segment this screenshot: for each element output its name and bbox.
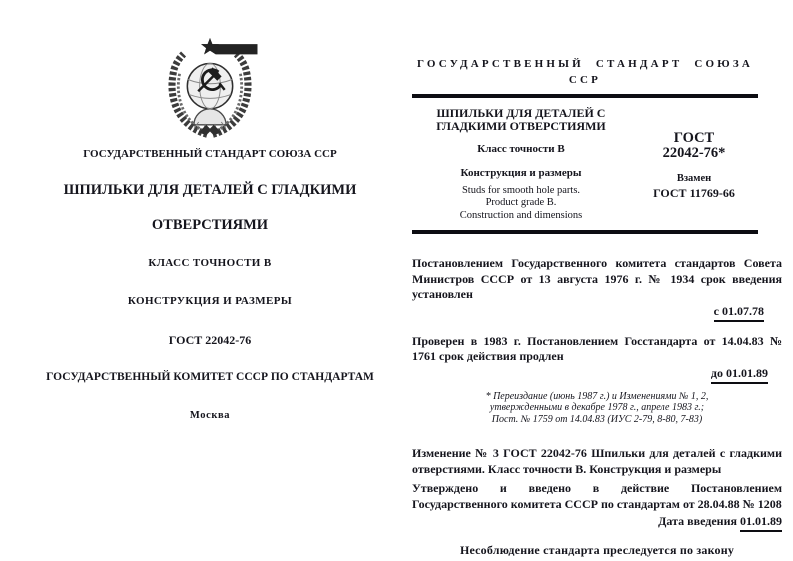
ussr-coat-of-arms-icon bbox=[163, 37, 258, 144]
reissue-footnote bbox=[412, 391, 782, 426]
reissue-footnote-line1: * Переиздание (июнь 1987 г.) и Изменениями № 1, 2, bbox=[485, 390, 709, 402]
approval-paragraph: Утверждено и введено в действие Постановлением Государственного комитета СССР по стандартам от 28.04.88 № 1208 bbox=[412, 481, 782, 511]
left-committee-line: ГОСУДАРСТВЕННЫЙ КОМИТЕТ СССР ПО СТАНДАРТАМ bbox=[46, 371, 374, 383]
left-construction-line: КОНСТРУКЦИЯ И РАЗМЕРЫ bbox=[127, 295, 293, 307]
vzamen-label: Взамен bbox=[676, 172, 712, 184]
left-grade-line: КЛАСС ТОЧНОСТИ В bbox=[148, 257, 272, 269]
law-notice: Несоблюдение стандарта преследуется по закону bbox=[459, 543, 735, 558]
left-standard-header: ГОСУДАРСТВЕННЫЙ СТАНДАРТ СОЮЗА ССР bbox=[83, 148, 337, 160]
replaced-standard-number: ГОСТ 11769-66 bbox=[653, 185, 735, 200]
en-title-line3: Construction and dimensions bbox=[459, 209, 583, 221]
left-standard-number: ГОСТ 22042-76 bbox=[168, 333, 252, 347]
header-rule-bottom bbox=[412, 230, 758, 234]
introduction-date-value: 01.01.89 bbox=[740, 514, 782, 532]
right-title-line2: ГЛАДКИМИ ОТВЕРСТИЯМИ bbox=[436, 119, 606, 134]
right-grade-line: Класс точности В bbox=[477, 142, 565, 155]
prolongation-paragraph: Проверен в 1983 г. Постановлением Госстандарта от 14.04.83 № 1761 срок действия продлен bbox=[412, 333, 782, 364]
right-construction-line: Конструкция и размеры bbox=[460, 166, 582, 179]
introduction-date-label: Дата введения bbox=[658, 514, 737, 529]
right-column bbox=[412, 0, 782, 558]
reissue-footnote-line3: Пост. № 1759 от 14.04.83 (ИУС 2-79, 8-80, 7-83) bbox=[491, 413, 703, 425]
title-block bbox=[412, 98, 758, 231]
gost-number-line2: 22042-76* bbox=[662, 145, 726, 162]
left-title-line1: ШПИЛЬКИ ДЛЯ ДЕТАЛЕЙ С ГЛАДКИМИ bbox=[63, 182, 357, 198]
left-title-line2: ОТВЕРСТИЯМИ bbox=[151, 217, 269, 233]
right-title-en bbox=[412, 185, 630, 223]
right-title-ru bbox=[412, 107, 630, 134]
left-column bbox=[28, 0, 392, 561]
en-title-line2: Product grade B. bbox=[485, 197, 557, 209]
right-title-line1: ШПИЛЬКИ ДЛЯ ДЕТАЛЕЙ С bbox=[436, 105, 606, 120]
reissue-footnote-line2: утвержденными в декабре 1978 г., апреле 1983 г.; bbox=[489, 402, 705, 414]
amendment-paragraph: Изменение № 3 ГОСТ 22042-76 Шпильки для деталей с гладкими отверстиями. Класс точности В. Конструкция и размеры bbox=[412, 446, 782, 476]
prolonged-until-date-value: до 01.01.89 bbox=[711, 366, 768, 384]
prolonged-until-date bbox=[412, 366, 782, 384]
decree-paragraph: Постановлением Государственного комитета стандартов Совета Министров СССР от 13 августа 1976 г. № 1934 срок введения установлен bbox=[412, 256, 782, 302]
title-block-right bbox=[630, 105, 758, 223]
right-standard-header: ГОСУДАРСТВЕННЫЙ СТАНДАРТ СОЮЗА ССР bbox=[416, 58, 754, 86]
en-title-line1: Studs for smooth hole parts. bbox=[461, 184, 581, 196]
left-city-line: Москва bbox=[189, 410, 231, 421]
effective-from-date bbox=[412, 304, 782, 322]
gost-number-line1: ГОСТ bbox=[673, 129, 715, 146]
gost-number bbox=[630, 131, 758, 162]
effective-from-date-value: с 01.07.78 bbox=[714, 304, 764, 322]
title-block-left bbox=[412, 105, 630, 223]
introduction-date-line bbox=[412, 514, 782, 532]
